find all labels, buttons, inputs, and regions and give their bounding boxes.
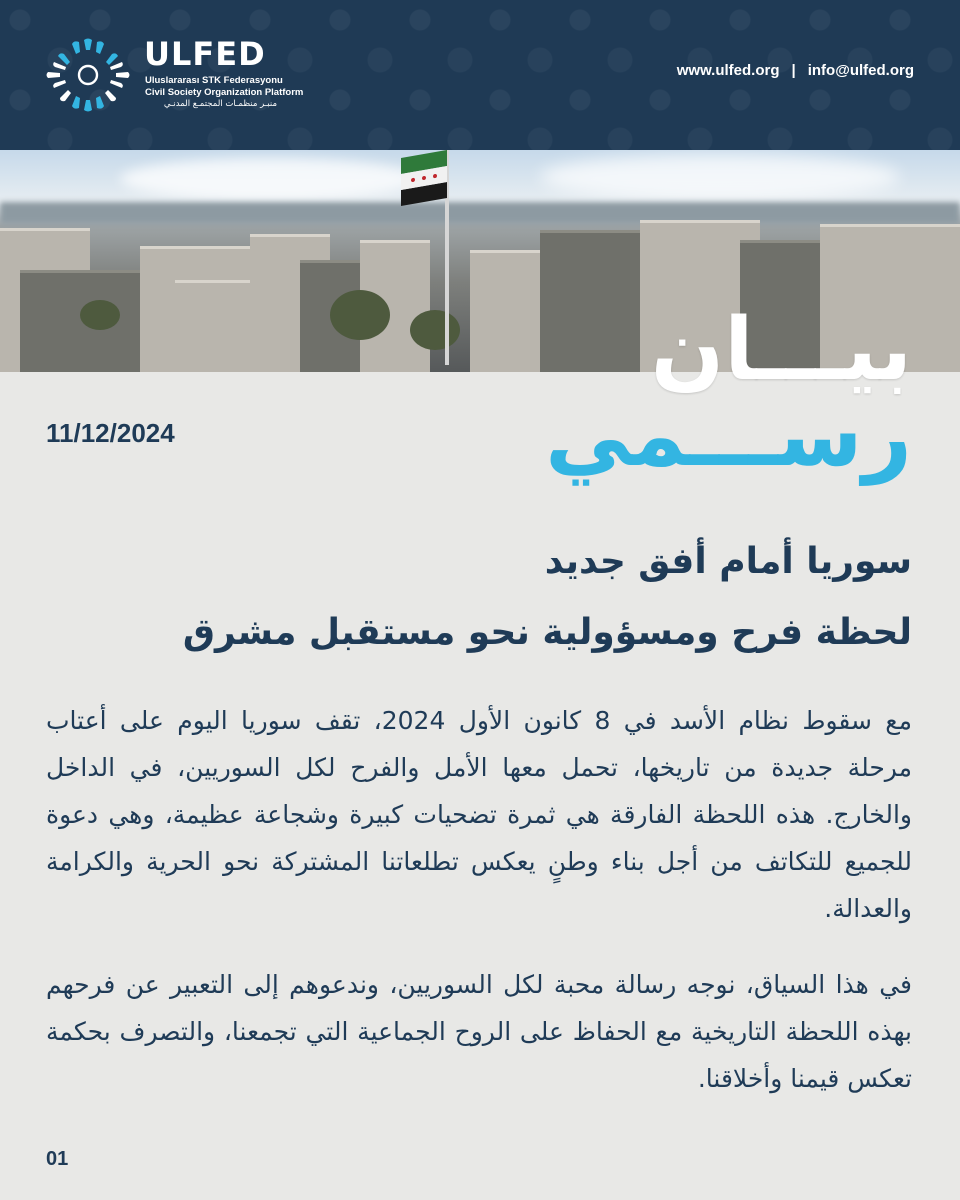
logo-subtitle-en: Civil Society Organization Platform (145, 87, 304, 98)
headline-line2: لحظة فرح ومسؤولية نحو مستقبل مشرق (182, 612, 912, 653)
statement-paragraph-1: مع سقوط نظام الأسد في 8 كانون الأول 2024، تقف سوريا اليوم على أعتاب مرحلة جديدة من تاريخها، تحمل معها الأمل والفرح لكل السوريين، في الداخل والخارج. هذه اللحظة الفارقة هي ثمرة تضحيات كبيرة وشجاعة عظيمة، وهي دعوة للجميع للتكاتف من أجل بناء وطنٍ يعكس تطلعاتنا المشتركة نحو الحرية والكرامة والعدالة. (46, 706, 912, 923)
header-bar (0, 0, 960, 150)
logo-subtitle-tr: Uluslararası STK Federasyonu (145, 75, 283, 86)
ulfed-emblem-icon (44, 36, 132, 114)
contact-info (677, 62, 914, 79)
headline-line1: سوريا أمام أفق جديد (544, 541, 912, 582)
contact-separator: | (791, 62, 796, 79)
syrian-revolution-flag (401, 150, 447, 206)
logo-title: ULFED (144, 35, 266, 73)
email-link[interactable]: info@ulfed.org (807, 62, 914, 79)
logo-subtitle-ar: منبـر منظمـات المجتمـع المدنـي (163, 99, 277, 109)
statement-title-word1: بيـــان (650, 300, 912, 400)
statement-title-word2: رســـمي (545, 386, 912, 486)
statement-paragraph-2: في هذا السياق، نوجه رسالة محبة لكل السوريين، وندعوهم إلى التعبير عن فرحهم بهذه اللحظة التاريخية مع الحفاظ على الروح الجماعية التي تجمعنا، والتصرف بحكمة تعكس قيمنا وأخلاقنا. (46, 970, 912, 1093)
website-link[interactable]: www.ulfed.org (676, 62, 780, 79)
statement-date: 11/12/2024 (46, 418, 175, 448)
page-number: 01 (46, 1148, 69, 1170)
